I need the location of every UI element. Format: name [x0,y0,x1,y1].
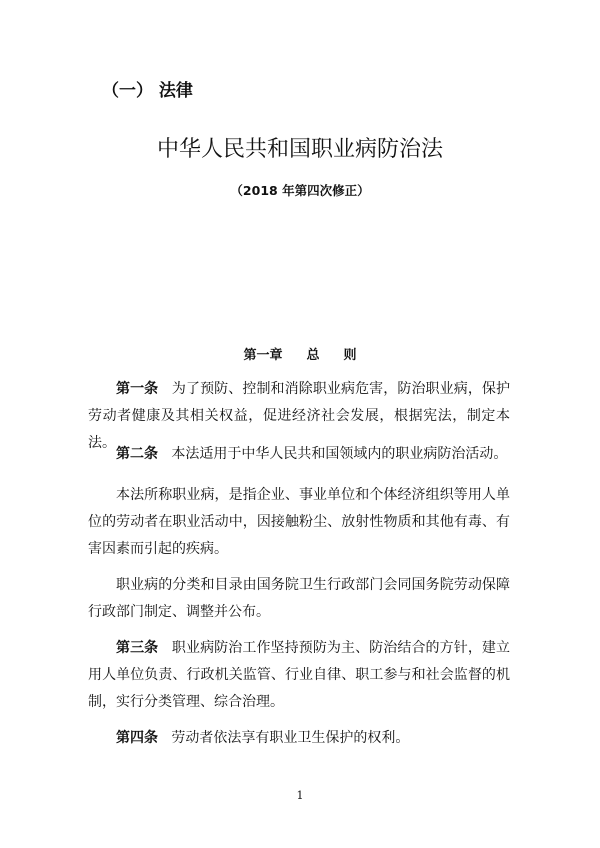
article-label: 第二条 [116,446,158,462]
article-2-paragraph-3 [88,572,510,626]
article-label: 第四条 [116,730,158,746]
article-label: 第三条 [116,640,159,656]
chapter-heading [0,344,600,363]
article-2-paragraph-2 [88,482,510,563]
page-number: 1 [296,789,304,802]
chapter-name-part2: 则 [343,348,357,363]
chapter-name-part1: 总 [306,348,320,363]
article-text: 本法适用于中华人民共和国领域内的职业病防治活动。 [171,446,508,462]
article-2 [88,441,510,468]
paragraph-text: 职业病的分类和目录由国务院卫生行政部门会同国务院劳动保障行政部门制定、调整并公布。 [88,577,510,620]
article-text: 为了预防、控制和消除职业病危害，防治职业病，保护劳动者健康及其相关权益，促进经济社会发展，根据宪法，制定本法。 [88,381,510,451]
article-3 [88,635,510,716]
paragraph-text: 本法所称职业病，是指企业、事业单位和个体经济组织等用人单位的劳动者在职业活动中，因接触粉尘、放射性物质和其他有毒、有害因素而引起的疾病。 [88,487,510,557]
chapter-number: 第一章 [243,348,283,363]
article-text: 职业病防治工作坚持预防为主、防治结合的方针，建立用人单位负责、行政机关监管、行业自律、职工参与和社会监督的机制，实行分类管理、综合治理。 [88,640,510,710]
article-text: 劳动者依法享有职业卫生保护的权利。 [171,730,410,746]
document-title: 中华人民共和国职业病防治法 [156,137,443,162]
section-heading: （一） 法律 [102,81,193,101]
article-4 [88,725,510,752]
article-label: 第一条 [116,381,159,397]
document-subtitle: （2018 年第四次修正） [230,183,370,198]
